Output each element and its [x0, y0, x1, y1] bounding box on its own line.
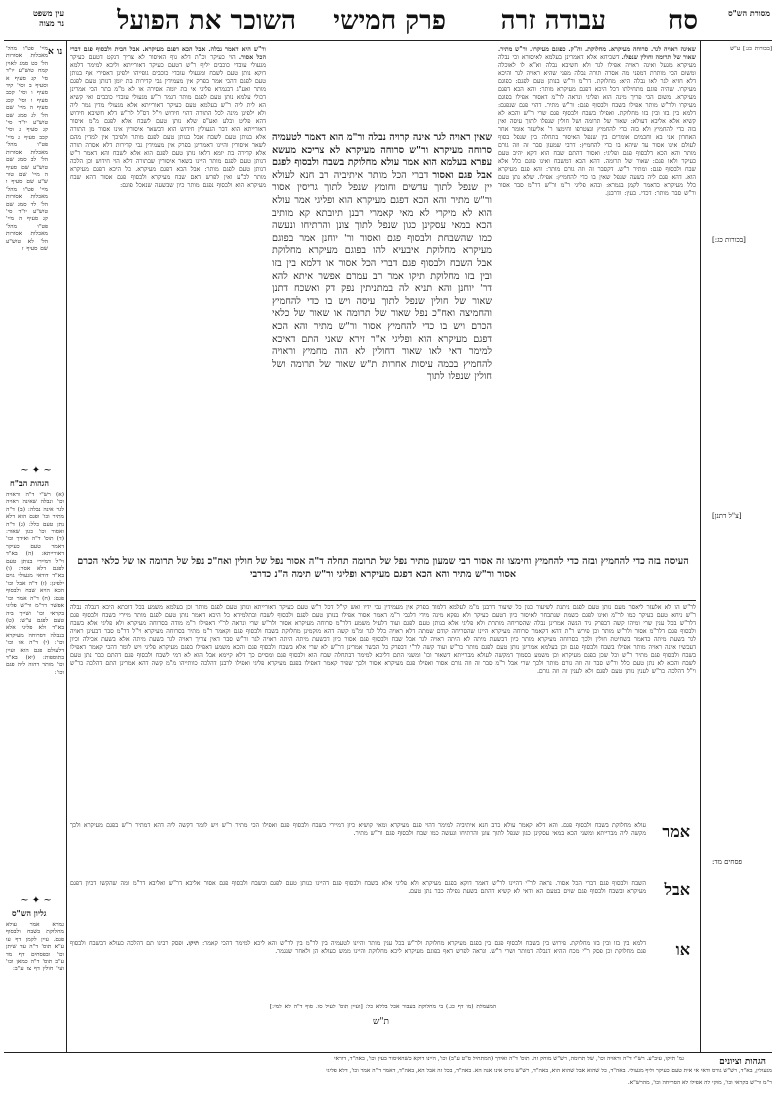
masoret-ref-1: [בכורות כג:] — [712, 236, 746, 244]
ornament-divider-2: ~ ✦ ~ — [20, 895, 52, 906]
masoret-ref-3: פסחים מד: — [712, 858, 743, 866]
page-header — [0, 6, 776, 38]
section-head-o: או — [675, 940, 690, 959]
lower-commentary-amar: עולא מחלוקת בשבח ולבסוף פגם. והא דלא קאמר עולא כרב חנא איתיביה למימר דהוי פגם מעיקרא ומאי קושיא כיון דמיירי בשבח ולבסוף פגם ואפילו הכי מתיר ר"ש ויש לומר דקשה ליה דהא דמתיר ר"ש בפגם מעיקרא ולכך מקשה ליה מברייתא ומשני הכא במאי עסקינן כגון שנפל לתוך צונן והרתיחו ונעשה כמו שבח ולבסוף פגם ור"ש מתיר. — [70, 822, 646, 837]
footer-section-label: הגהות וציונים — [719, 1057, 766, 1067]
gemara-ending: העיסה בזה כדי להחמיץ ובזה כדי להחמיץ וחימצו זה אסור רבי שמעון מתיר נפל של תרומה תחלה ד"ה אסור נפל של חולין ואח"כ נפל של תרומה או של כלאי הכרם אסור ור"ש מתיר והא הכא דפגם מעיקרא ופליגי ור"ש תימה ה"נ כדרבי — [77, 556, 689, 580]
ornament-divider: ~ ✦ ~ — [20, 465, 52, 476]
lower-commentary-aval: השבח ולבסוף פגם דברי הכל אסור. נראה לר"י דהיינו לר"ש דאמר דוקא בפגם מעיקרא ולא פליגי אלא בשבח ולבסוף פגם דהיינו כנותן טעם לפגם ובשבח ולבסוף פגם אסור אליבא דר"ש ואליבא דר"מ ומה שהקשו דכיון דפגם מעיקרא ובשבח ולבסוף פגם שוים בטעם הא ודאי לא קשיא דהתם בשעת נפילה כבר נתן טעם. — [70, 880, 646, 895]
tractate-name: עבודה זרה — [500, 6, 606, 36]
ein-mishpat-entry-number: נו א — [48, 47, 63, 57]
gemara-bottom-rule — [70, 600, 696, 601]
gemara-main-text: שאין ראויה לגר אינה קרויה נבלה ור"מ הוא דאמר לטעמיה סרוחה מעיקרא ור"ש סרוחה מעיקרא לא צריכא מעשא עפרא בעלמא הוא אמר עולא מחלוקת בשבח ולבסוף לפגם אבל פגם ואסור דברי הכל מותר איתיביה רב חנא לעולא יין שנפל לתוך עדשים וחומץ שנפל לתוך גריסין אסור ור"ש מתיר והא הכא דפגם מעיקרא הוא ופליגי אמר עולא הוא לא מיקרי לא מאי קאמרי רבנן תיובתא קא מותיב הכא במאי עסקינן כגון שנפל לתוך צונן והרתיחו ונעשה כמו שהשבחת ולבסוף פגם ואסור ור' יוחנן אמר בפוגם מעיקרא מחלוקת איבעיא להו בפוגם מעיקרא מחלוקת אבל השבח ולבסוף פגם דברי הכל אסור או דלמא בין בזו ובין בזו מחלוקת תיקו אמר רב עמרם אפשר איתא להא דר' יוחנן והא תניא לה במתניתין נפק דק ואשכח דתנן שאור של חולין שנפל לתוך עיסה ויש בו כדי להחמיץ והחמיצה ואח"כ נפל שאור של תרומה או שאור של כלאי הכרם ויש בו כדי להחמיץ אסור ור"ש מתיר והא הכא דפגם מעיקרא הוא ופליגי א"ר זירא שאני התם דאיכא למימר דאי לאו שאור דחולין לא הוה מחמיץ וראויה להחמיץ בכמה עיסות אחרות ת"ש שאור של תרומה ושל חולין שנפלו לתוך — [272, 132, 492, 383]
masoret-ref-2: [צ"ל דתנן] — [712, 512, 742, 520]
left-margin-divider — [66, 40, 67, 1052]
header-rule — [4, 40, 772, 41]
right-margin-divider — [700, 40, 701, 1052]
page-number: סח — [667, 6, 698, 36]
gilyon-hashas-text: גמרא אמר עולא מחלוקת בשבח ולבסוף פגם. עיין לקמן דף עו ע"א תוס' ד"ה עד שיתן וכו' ובפסחים דף מד ע"ב תוס' ד"ה כמאן וכו' ועי' חולין דף צז ע"ב: — [6, 922, 64, 973]
tosafot-commentary: ור"ש היא דאמר נבלה. אבל הכא דפגם מעיקרא. אבל חבית ולבסוף פגם דברי הכל אסור. הוי כעיקר וכ"ת דלא גוף האיסור לא צריך דנקט דטעם כעיקר מגעולי עובדי כוכבים יליף ר"ש דטעם כעיקר דאורייתא וליכא למימר דלמא דוקא נותן טעם לשבח ומגעולי עובדי כוכבים גופייהו ילפינן דאסירי אף בנותן טעם לפגם דהכי אמר בפרק אין מעמידין גבי קדירות בת יומן דנותן טעם לפגם מותר ואע"ג דבגמרא פליגי אי בת יומה אסירה או לא מ"מ בתר הכי אמרינן דכולי עלמא נותן טעם לפגם מותר דגמר ר"ש מגעולי עובדי כוכבים ואי קשיא הא לית ליה ר"ש בעלמא טעם כעיקר דאורייתא אלא מגעולי מדין גמר ליה ולא ילפינן מינה לכל התורה דהוי חידוש וי"ל דס"ל לר"ש דלא חשיבא חידוש דהא פליט ובלע ואע"פ שלא נותן טעם לשבח אלא לפגם מ"מ איסור דאורייתא הוא דבר הגעולין חידוש הוא דבשאר איסורין אינו אסור מן התורה אלא בנותן טעם לשבח אבל בנותן טעם לפגם מותר ולפיכך אין למדין מהם לשאר איסורין והיינו דאמרינן בפרק אין מעמידין גבי קדירות דלא אסרה תורה אלא קדירה בת יומא דלאו נותן טעם לפגם הוא אלא לשבח והא דאמר ר"ש דנותן טעם לפגם מותר היינו בשאר איסורין שבתורה דלא הוי חידוש וכן הלכה דנותן טעם לפגם מותר: אבל הכא דפגם מעיקרא. כל היכא דפגם מעיקרא מותר לכ"ע ואין לפרש דאם שבח מעיקרא ולבסוף פגם אסור דהא שבח מעיקרא הוא ולבסוף נפגם מותר כיון שבשעה שנאכל פוגם: — [70, 46, 266, 189]
right-margin-label: מסורת הש"ס — [728, 8, 770, 18]
end-mark: ת"ש — [373, 1017, 390, 1027]
tosafot-lead-words: ור"ש היא דאמר נבלה. אבל הכא דפגם מעיקרא. אבל חבית ולבסוף פגם דברי הכל אסור. — [70, 46, 266, 61]
hagahot-habach-title: הגהות הב"ח — [10, 478, 49, 488]
gemara-continuation — [70, 556, 696, 596]
left-margin-label: עין משפט נר מצוה — [32, 8, 64, 28]
section-head-tiku: תיקו. — [186, 940, 199, 947]
footer-text-line-2: מגעולין, בא"ד, רש"ש גורס ודאי אי אית טעם כעיקר וליף מגעולי. באה"ד, כל שהוא אבל שהוא הוא, באה"ד, רש"ש גורס אינו אנה הא. באה"ד, בכל זה אבל הא, באה"ד, דאמר ד"ה אמר וכו', דלא פליגי — [326, 1068, 772, 1074]
hagahot-habach-text: (א) רש"י ד"ה וראויה וכו' ונבלה שאינה ראויה לגר אינה נבלה: (ב) ד"ה מתיר וכו' ופגם הוא דלא נתן טעם כלל: (ג) ד"ה ואסור וכו' כגון שאור: (ד) תוס' ד"ה ואידך וכו' דאמר טעם כעיקר דאורייתא: (ה) בא"ד וי"ל דמיירי בנותן טעם לפגם דלא אסר: (ו) בא"ד דודאי מגעולי גוים ילפינן: (ז) ד"ה אבל וכו' הכא הויא שבח ולבסוף פגם: (ח) ד"ה אמר וכו' אפשר דר"מ ור"ש פליגי בקראי וכו' ושייך ביה טעם לפגם ע"ש: (ט) בא"ד ולא פליגי אלא בנבלה דסרוחה מעיקרא וכו': (י) ד"ה או וכו' דלעולם פגם הוא ועיין בתוספות: (יא) בא"ד וכו' מותר דהוה ליה פגם וכו': — [6, 492, 64, 676]
gilyon-hashas-title: גליון הש"ס — [12, 908, 47, 918]
lower-tosafot-text: לר"ש הו לא אלעזר ליאסר מעם נותן טעם לפגם ניתנת לשיעור כגון כל שיעור דרבנן מ"מ לעלמא דלמוד בפרק אין מעמידין גבי ידיו ואש קי"ל דכל ר"ש טעם כעיקר דאורייתא ונותן טעם לפגם מותר וכן בעלמא משמע בכל דוכתא היכא דנבלה נבלה ר"ש ניחא טעם כעיקר כמו לר"מ ואינו לפגם כשמת שנתבחר לאיסור כיון דטעם כעיקר ולא נפקא מינה מידי דלגבי ר"מ דאמר אסור אפילו בנותן טעם לפגם ולבסוף לשבח ובתלמידא כל היכא דאמר נותן טעם לפגם מותר מיירי בשבח ולבסוף פגם דלר"ש בכל ענין שרי ומיהו קשה דבפרק גיד הנשה אמרינן נבלה שהסריחה מותרת ולא פליגי אלא בנותן טעם לפגם ועוד דלעיל משמע דלר"מ סרוחה מעיקרא אסור ולר"ש שרי ונראה לר"י דאפילו ר"מ מודה בסרוחה מעיקרא ולא פליגי אלא בשבח ולבסוף פגם דלר"מ אסור ולר"ש מותר וכן פירש ר"ת דהא דקאמר סרוחה מעיקרא היינו שהסריחה קודם שמתה דלא ראויה כלל לגר ומ"מ קשה דהא מוקמינן מחלוקת בשבח ולבסוף פגם וקאמר ר"מ מתיר בסרוחה מעיקרא וי"ל דר"מ סבר דבעינן ראויה לגר בשעת מיתה כדאמר בשחיטת חולין ולכך בסרוחה מעיקרא מותר כיון דבשעת מיתה לא היתה ראויה לגר אבל שבח ולבסוף פגם אסור כיון דבשעת מיתה היתה ראויה לגר ור"ש סבר דאין צריך ראויה לגר בשעת מיתה אלא בשעת אכילה וכיון דעכשיו אינה ראויה מותר אפילו בשבח ולבסוף פגם וכן בעלמא אמרינן נותן טעם לפגם מותר כר"ש ועוד קשה לר"י דבפרק כל הבשר אמרינן דר"ש לא שרי אלא בשבח ולבסוף פגם והכא משמע דאפילו בפגם מעיקרא פליגי ויש לומר דהכי קאמר דאפילו בשבח ולבסוף פגם מתיר ר"ש וכל שכן בפגם מעיקרא וכן משמע בסמוך דמקשה לעולא מברייתא דשאור וכו' ומשני התם דליכא למימר דבתחלה שבח הוא ולבסוף פגם ומסיים כך דלא קיימא אבל הוא לא דמי לשבח ולבסוף פגם דהתם כבר נתן טעם לשבח והכא לא נתן טעם כלל ור"ש סבר זה וזה גורם מותר ולכך שרי אבל ר"מ סבר זה וזה גורם אסור ואפילו פגם מעיקרא אסור ולכך שפיר קאמר דאפילו בפגם מעיקרא פליגי ואפילו לרבנן דהלכה כוותייהו מ"מ קשה דהא אמרינן התם דהלכה כר"ש וי"ל דהלכה כר"ש לענין נותן טעם לפגם ולא לענין זה וזה גורם. — [70, 604, 696, 675]
section-head-amar: אמר — [662, 822, 690, 841]
footer-rule — [4, 1052, 772, 1053]
rashi-commentary: שאינה ראויה לגר. סרוחה מעיקרא. מחלוקת. וה"ק. כפוגם מעיקרו. ור"ש מתיר. שאור של תרומה וחולין שנפלו. דשכיחא אלא דאמרינן בעלמא לאיסורא וכי נבלה מעיקרא מגעל ואינה ראויה אפילו לגר ולא חשיבא נבלה וא"א לו לאוכלה ומשום הכי מותרת דמפני מה אסרה תורה נבלה מפני שהיא ראויה לגר והיכא דלא חזיא לגר לאו נבלה היא: מחלוקת. דר"מ ור"ש בנותן טעם לפגם: כפוגם מעיקרו. שהיה פוגם מתחילתו דכל היכא דפגם מעיקרא מותר: והא הכא דפגם מעיקרא. משום הכי פריך מינה הוא ופליגי ונראה לר"מ דאסור אפילו בפוגם מעיקרו ולר"ש מותר אפילו בשבח ולבסוף פגם: ור"ש מתיר. דהוי פגם שנפגם: דלמא בין בזו ובין בזו מחלוקת. ואפילו בשבח ולבסוף פגם שרי ר"ש והכא לא קשיא אלא אליבא דעולא: שאור של תרומה ושל חולין שנפלו לתוך עיסה ואין בזה כדי להחמיץ ולא בזה כדי להחמיץ ונצטרפו וחימצו ר' אליעזר אומר אחר האחרון אני בא וחכמים אומרים בין שנפל האיסור בתחלה בין שנפל בסוף לעולם אינו אסור עד שיהא בו כדי להחמיץ: דרבי שמעון סבר זה וזה גורם מותר והא הכא דלבסוף פגם ופליגי: ואסור דהתם שבח הוא דקא יהיב טעם כעיקר ולאו פגם: שאור של תרומה. דהא הכא דמשבח ואינו פוגם כלל אלא שבח ולבסוף פגם: ומתיר ר"ש. דקסבר זה וזה גורם מותר: והא פגם מעיקרא הוא. דהא פגם ליה בשעה שנפל שאין בו כדי להחמיץ: אפילו. שלא נתן טעם כלל מעיקרא כדאמר לקמן בגמרא: ובהא פליגי ר"מ ור"ש דר"מ סבר אסור ור"ש סבר מותר: דכדי. בעין: ודרבנן. — [498, 46, 696, 197]
ein-mishpat-text: מיי' פט"ו מהל' מאכלות אסורות הל' כט סמג לאוין קמח טוש"ע יו"ד סי' קג סעיף א וסעיף ב וסי' קיד סעיף ו וסי' קכב סעיף ו וסי' קכג סעיף ה מיי' שם הל' לג סמג שם טוש"ע יו"ד סי' קג סעיף ג וסי' קכב סעיף ג מיי' פט"ו מהל' מאכלות אסורות הל' לב סמג שם טוש"ע שם סעיף ה מיי' שם טור ש"ע שם סעיף ו מיי' פט"ו מהל' מאכלות אסורות הל' לד סמג שם טוש"ע יו"ד סי' קג סעיף ה מיי' פט"ו מהל' מאכלות אסורות הל' לא טוש"ע שם סעיף ז — [6, 46, 48, 252]
chapter-title: השוכר את הפועל — [117, 6, 296, 36]
chapter-number: פרק חמישי — [333, 6, 446, 36]
gemara-opening: שאין ראויה לגר אינה קרויה נבלה ור"מ הוא דאמר לטעמיה סרוחה מעיקרא ור"ש סרוחה מעיקרא לא צריכא מעשא עפרא בעלמא הוא אמר עולא מחלוקת בשבח ולבסוף לפגם אבל פגם ואסור — [272, 132, 492, 181]
rashi-lead-words: שאינה ראויה לגר. סרוחה מעיקרא. מחלוקת. וה"ק. כפוגם מעיקרו. ור"ש מתיר. שאור של תרומה וחולין שנפלו. — [498, 46, 696, 61]
masoret-hashas-text: [בכורות כג:] ע"ש — [730, 46, 772, 52]
footer-text-line-3: ר"מ ור"ש בקראי וכו', מוקי לה אפילו לא הסריחה וכו', מהרש"א. — [627, 1080, 772, 1086]
footer-text-line-1: גמ' תיקו, עיב"ע. רש"י ד"ה וראויה וכו', של תרומה, רש"ש מוחק זה. תוס' ד"ה ואידך (המתחיל ס"ט ע"ב) וכו', היינו דוקא כשהאיסור בעין וכו', באה"ד, דוראי — [333, 1056, 684, 1062]
section-head-aval: אבל — [664, 880, 690, 899]
lower-commentary-ref: המעמלת (מו דף כג.) בי מחלוקת בעבור אכל בללא כל: [ועיין תוס' לעיל סו. סוף ד"ה לא למי:] — [269, 1004, 497, 1010]
lower-commentary-o: דלמא בין בזו ובין בזו מחלוקת. פירוש בין בשבח ולבסוף פגם בין בפגם מעיקרא מחלוקת ולר"ש בכל ענין מותר והיינו לטעמיה בין לר"מ בין לר"ש והא ליכא למימר דהכי קאמר: תיקו. ופסק רבינו תם דהלכה כעולא דבשבח ולבסוף פגם מחלוקת וכן פסק ר"י מכח ההיא דנבלה דמותר ושרי ר"ש. ונראה לפרש דאף בפוגם מעיקרא ליכא מחלוקת והיינו ממש כעולא הן ולאחר שנגמר. — [70, 940, 646, 955]
